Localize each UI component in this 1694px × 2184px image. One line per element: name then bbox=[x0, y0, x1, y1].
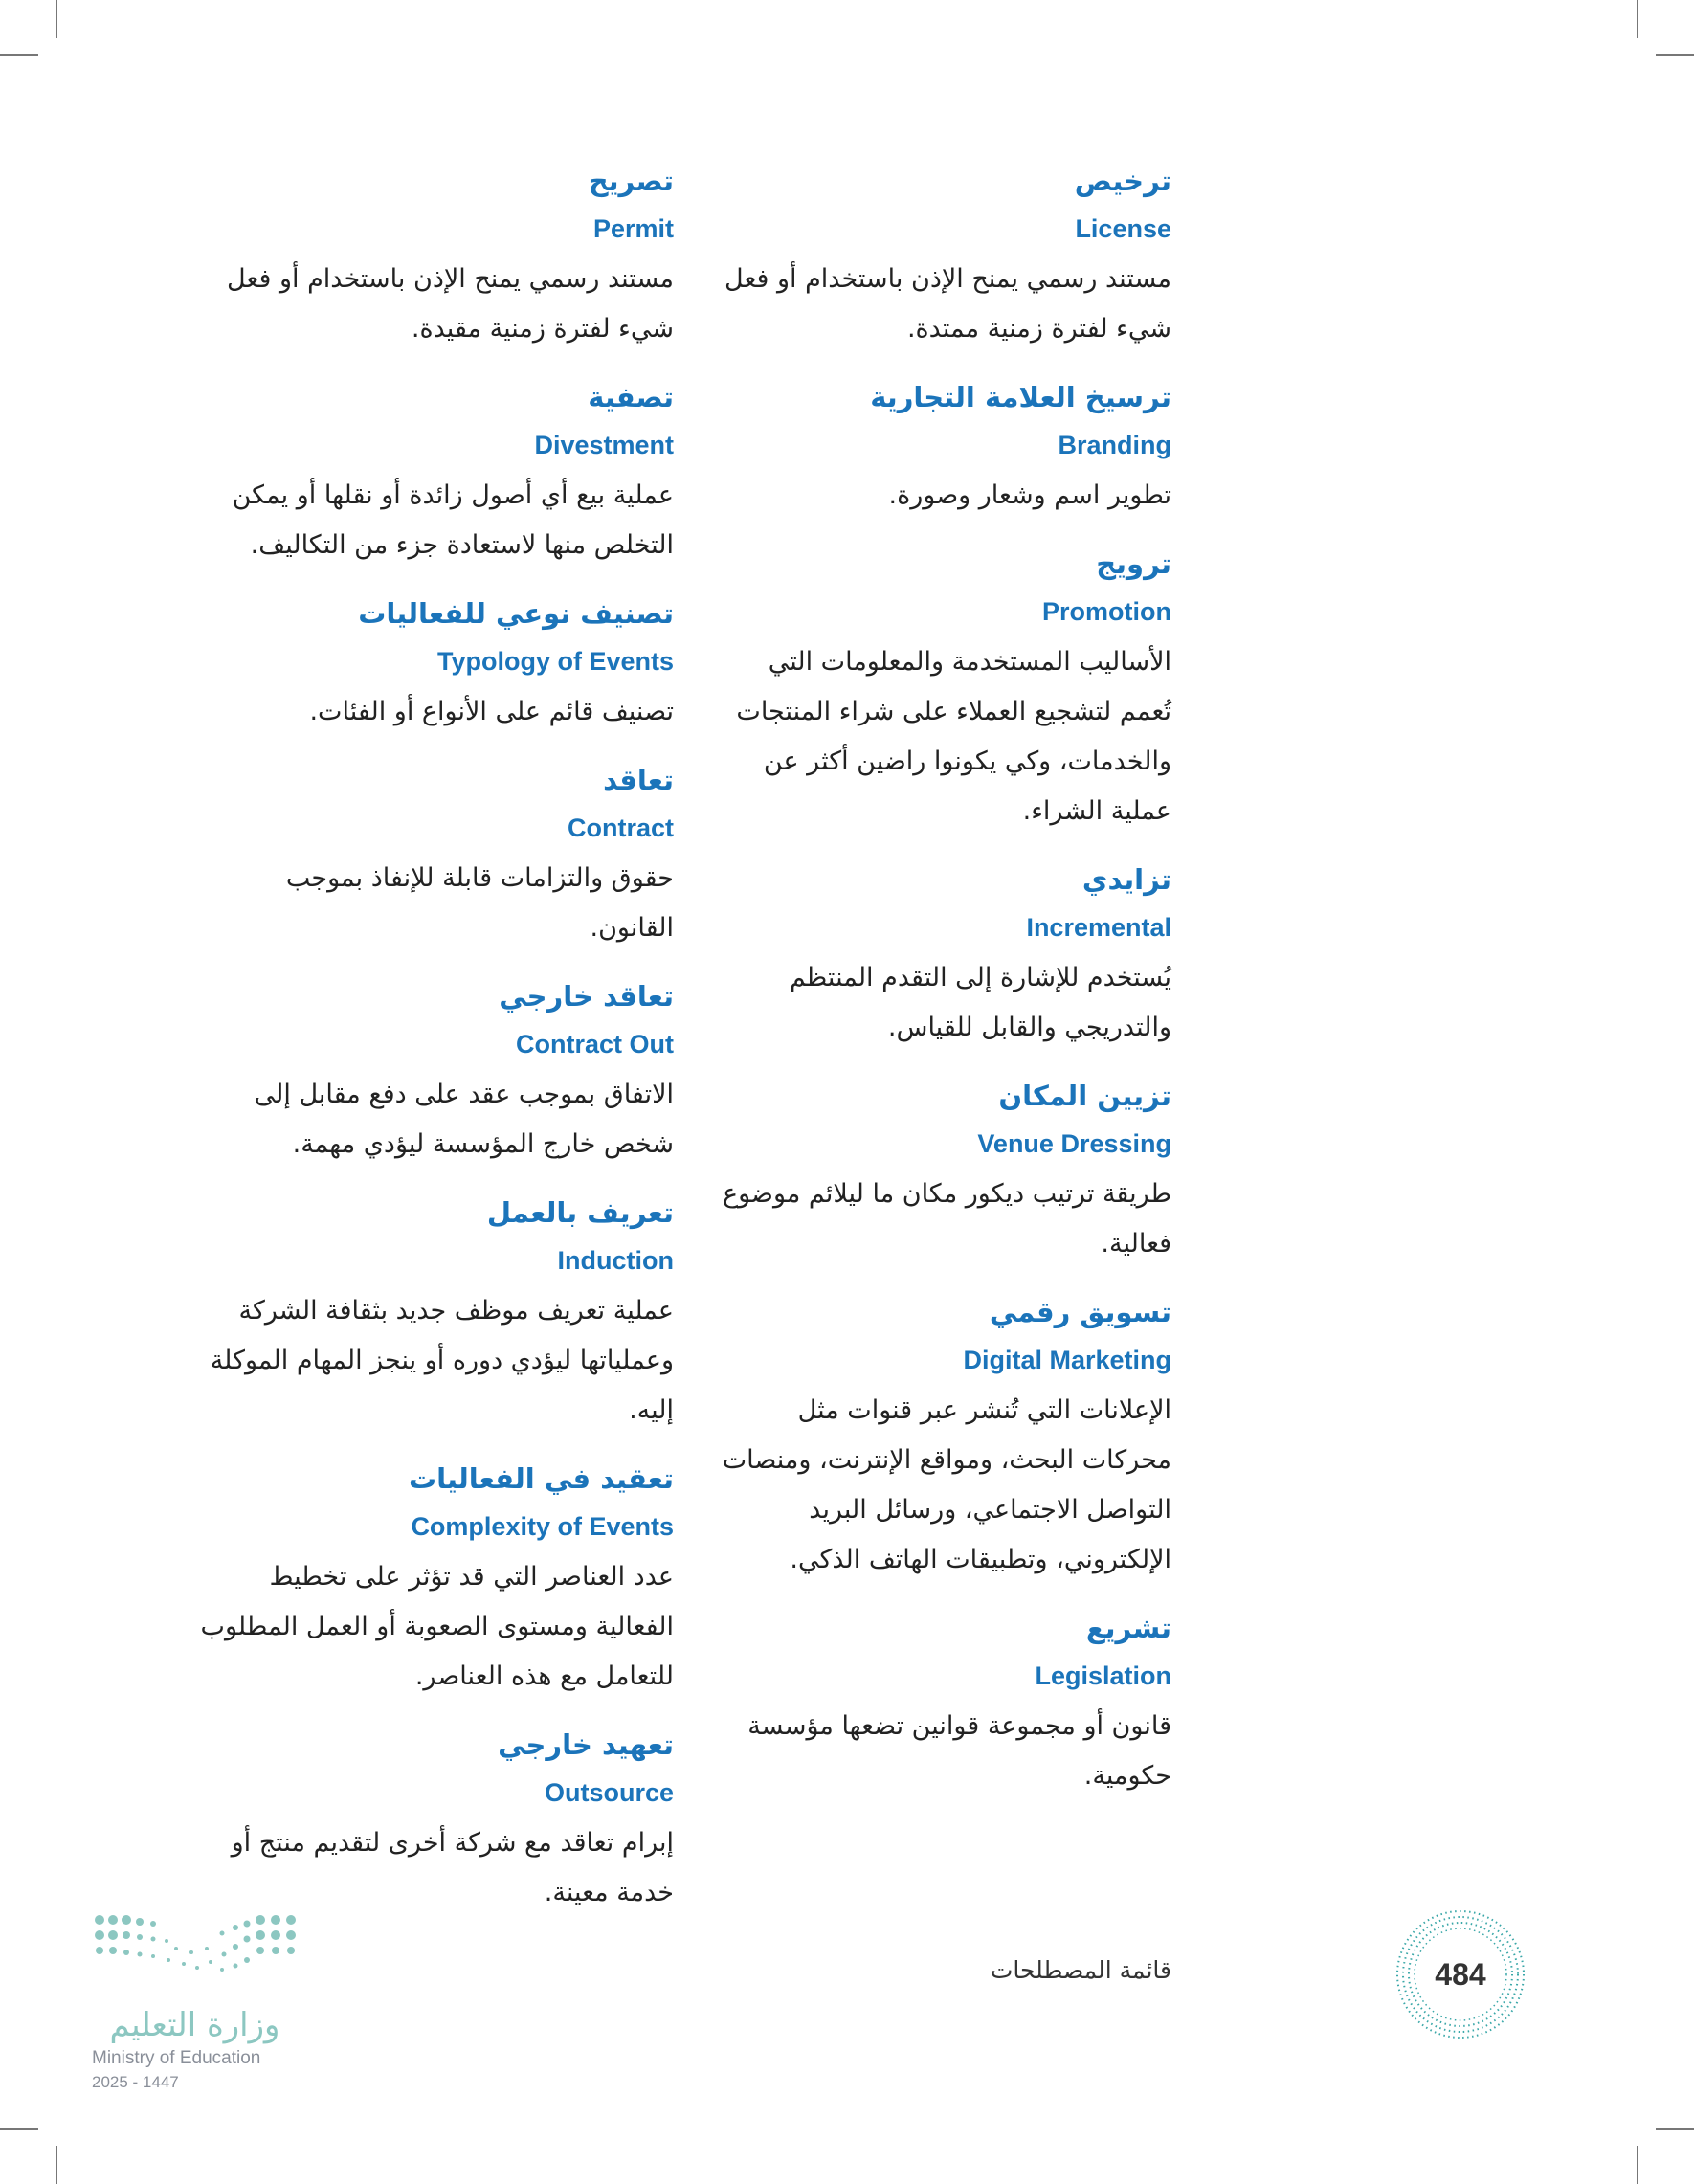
term-definition-line: تُعمم لتشجيع العملاء على شراء المنتجات bbox=[736, 697, 1171, 726]
term-definition-line: قانون أو مجموعة قوانين تضعها مؤسسة bbox=[747, 1711, 1171, 1741]
term-definition-line: الإعلانات التي تُنشر عبر قنوات مثل bbox=[797, 1395, 1171, 1425]
term-arabic: تزيين المكان bbox=[998, 1080, 1171, 1112]
term-arabic: تسويق رقمي bbox=[989, 1296, 1171, 1328]
term-definition-line: فعالية. bbox=[1101, 1229, 1171, 1259]
term-english: Legislation bbox=[1035, 1661, 1171, 1690]
term-definition-line: والخدمات، وكي يكونوا راضين أكثر عن bbox=[763, 747, 1171, 776]
term-arabic: تصريح bbox=[588, 165, 674, 197]
term-arabic: تصفية bbox=[588, 381, 674, 413]
term-definition-line: تطوير اسم وشعار وصورة. bbox=[888, 480, 1171, 510]
glossary-entry bbox=[693, 861, 1171, 1053]
glossary-entry bbox=[195, 1460, 674, 1702]
glossary-entry bbox=[195, 978, 674, 1170]
term-english: Incremental bbox=[1026, 913, 1171, 942]
glossary-entry bbox=[195, 595, 674, 737]
term-definition-line: التواصل الاجتماعي، ورسائل البريد bbox=[809, 1495, 1171, 1525]
term-definition-line: الفعالية ومستوى الصعوبة أو العمل المطلوب bbox=[200, 1612, 674, 1641]
term-definition-line: خدمة معينة. bbox=[544, 1878, 674, 1907]
term-definition-line: للتعامل مع هذه العناصر. bbox=[414, 1661, 674, 1691]
term-definition-line: الاتفاق بموجب عقد على دفع مقابل إلى bbox=[254, 1080, 674, 1109]
term-definition-line: شيء لفترة زمنية مقيدة. bbox=[411, 314, 674, 344]
glossary-column-left bbox=[195, 163, 674, 1943]
term-english: Promotion bbox=[1042, 597, 1171, 626]
term-english: Contract Out bbox=[516, 1030, 674, 1059]
term-definition-line: وعملياتها ليؤدي دوره أو ينجز المهام الموكلة bbox=[210, 1346, 674, 1375]
term-arabic: تعقيد في الفعاليات bbox=[409, 1462, 674, 1495]
glossary-entry bbox=[195, 379, 674, 570]
term-definition-line: عملية الشراء. bbox=[1022, 796, 1171, 826]
term-arabic: تزايدي bbox=[1081, 863, 1171, 896]
ministry-dots-icon bbox=[92, 1910, 302, 1987]
ministry-year: 2025 - 1447 bbox=[92, 2073, 179, 2091]
term-arabic: تعاقد bbox=[603, 764, 674, 796]
glossary-entry bbox=[195, 163, 674, 354]
term-arabic: تعاقد خارجي bbox=[499, 980, 674, 1013]
crop-mark bbox=[1637, 0, 1638, 38]
glossary-entry bbox=[693, 1610, 1171, 1801]
term-definition-line: مستند رسمي يمنح الإذن باستخدام أو فعل bbox=[724, 264, 1171, 294]
term-english: Divestment bbox=[534, 431, 674, 459]
ministry-name-english: Ministry of Education bbox=[92, 2048, 261, 2068]
term-definition-line: إبرام تعاقد مع شركة أخرى لتقديم منتج أو bbox=[231, 1828, 674, 1858]
term-definition-line: التخلص منها لاستعادة جزء من التكاليف. bbox=[250, 530, 674, 560]
term-english: License bbox=[1075, 214, 1171, 243]
crop-mark bbox=[1656, 2128, 1694, 2130]
ministry-logo bbox=[92, 1910, 312, 2102]
crop-mark bbox=[56, 0, 57, 38]
term-definition-line: طريقة ترتيب ديكور مكان ما ليلائم موضوع bbox=[722, 1179, 1171, 1209]
term-definition-line: إليه. bbox=[629, 1395, 674, 1425]
glossary-entry bbox=[195, 1727, 674, 1918]
glossary-entry bbox=[195, 1194, 674, 1436]
term-definition-line: عملية تعريف موظف جديد بثقافة الشركة bbox=[238, 1296, 674, 1326]
crop-mark bbox=[1656, 54, 1694, 56]
term-definition-line: محركات البحث، ومواقع الإنترنت، ومنصات bbox=[722, 1445, 1171, 1475]
page-number-badge bbox=[1391, 1905, 1530, 2044]
term-definition-line: تصنيف قائم على الأنواع أو الفئات. bbox=[309, 697, 674, 726]
glossary-entry bbox=[195, 762, 674, 953]
term-english: Permit bbox=[592, 214, 674, 243]
term-definition-line: عملية بيع أي أصول زائدة أو نقلها أو يمكن bbox=[232, 480, 674, 510]
crop-mark bbox=[1637, 2146, 1638, 2184]
crop-mark bbox=[56, 2146, 57, 2184]
term-definition-line: يُستخدم للإشارة إلى التقدم المنتظم bbox=[789, 963, 1171, 992]
term-english: Digital Marketing bbox=[963, 1346, 1171, 1374]
term-arabic: تصنيف نوعي للفعاليات bbox=[358, 597, 674, 630]
glossary-entry bbox=[693, 546, 1171, 836]
term-definition-line: حقوق والتزامات قابلة للإنفاذ بموجب القانون. bbox=[285, 863, 674, 943]
term-definition-line: شيء لفترة زمنية ممتدة. bbox=[906, 314, 1171, 344]
crop-mark bbox=[0, 2128, 38, 2130]
term-english: Typology of Events bbox=[436, 647, 674, 676]
section-title: قائمة المصطلحات bbox=[990, 1956, 1171, 1984]
term-english: Induction bbox=[557, 1246, 674, 1275]
page-number: 484 bbox=[1435, 1956, 1486, 1992]
term-definition-line: الإلكتروني، وتطبيقات الهاتف الذكي. bbox=[790, 1545, 1171, 1574]
glossary-entry bbox=[693, 163, 1171, 354]
term-arabic: ترويج bbox=[1096, 547, 1171, 580]
term-arabic: تعهيد خارجي bbox=[498, 1728, 674, 1761]
term-english: Branding bbox=[1058, 431, 1171, 459]
term-arabic: تشريع bbox=[1085, 1612, 1171, 1644]
ministry-name-arabic: وزارة التعليم bbox=[109, 2006, 280, 2044]
term-definition-line: حكومية. bbox=[1083, 1761, 1171, 1791]
glossary-entry bbox=[693, 379, 1171, 521]
term-definition-line: شخص خارج المؤسسة ليؤدي مهمة. bbox=[292, 1129, 674, 1159]
glossary-entry bbox=[693, 1294, 1171, 1585]
term-arabic: ترسيخ العلامة التجارية bbox=[870, 381, 1171, 413]
term-definition-line: مستند رسمي يمنح الإذن باستخدام أو فعل bbox=[227, 264, 674, 294]
term-arabic: ترخيص bbox=[1074, 165, 1171, 197]
glossary-entry bbox=[693, 1078, 1171, 1269]
term-definition-line: عدد العناصر التي قد تؤثر على تخطيط bbox=[269, 1562, 674, 1592]
term-arabic: تعريف بالعمل bbox=[486, 1196, 674, 1229]
term-definition-line: والتدريجي والقابل للقياس. bbox=[887, 1013, 1171, 1042]
term-english: Outsource bbox=[544, 1778, 674, 1807]
crop-mark bbox=[0, 54, 38, 56]
term-definition-line: الأساليب المستخدمة والمعلومات التي bbox=[768, 647, 1171, 677]
glossary-column-right bbox=[693, 163, 1171, 1826]
term-english: Complexity of Events bbox=[411, 1512, 674, 1541]
term-english: Contract bbox=[567, 813, 674, 842]
term-english: Venue Dressing bbox=[977, 1129, 1171, 1158]
